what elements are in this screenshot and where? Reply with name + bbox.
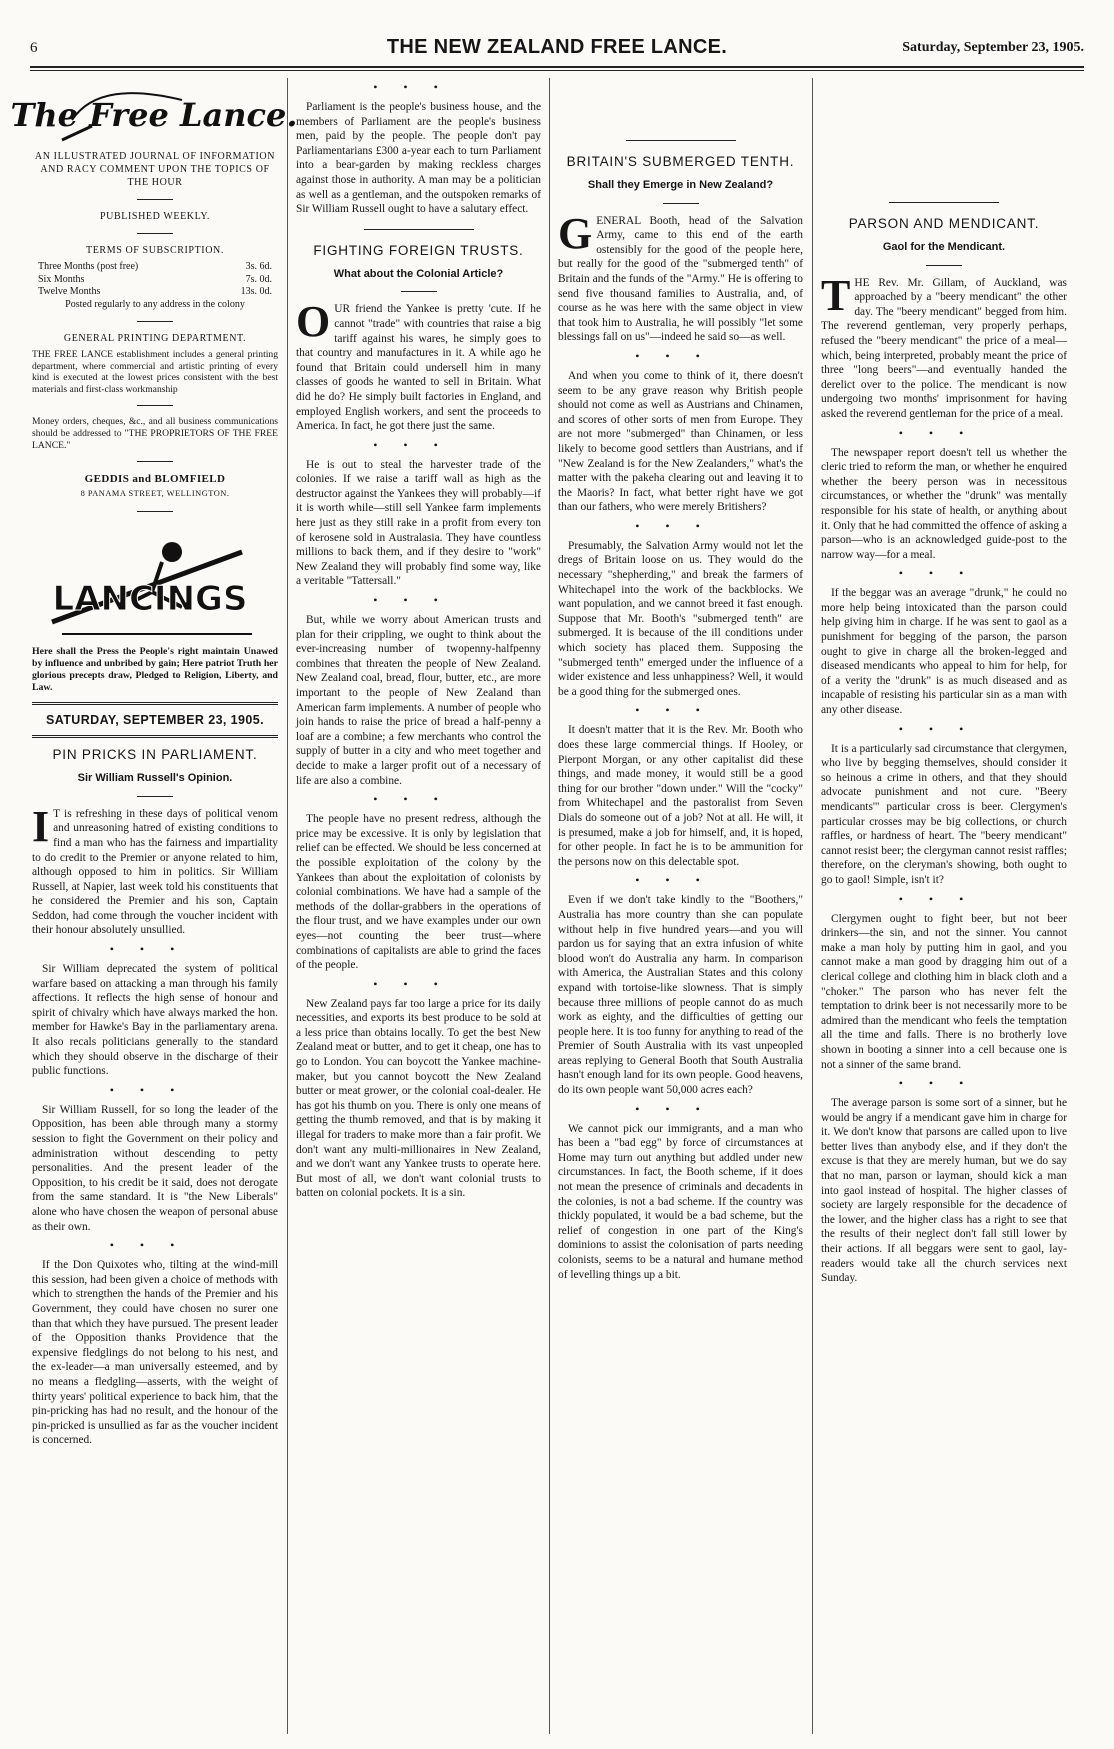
section-dots: ••• — [635, 873, 726, 888]
lancings-lettering: LANCINGS — [52, 579, 248, 620]
article-paragraph: The newspaper report doesn't tell us whether the cleric tried to reform the man, or whether he enquired whether the beery person was in necessitous circumstances, or whether the "drunk" was mentally responsible for his state of health, or anything about it. Only that he had committed the offence of asking a parson—who is an acknowledged guide-post to the narrow way—for a meal. — [821, 446, 1067, 561]
article-paragraph: It is a particularly sad circumstance that clergymen, who live by begging themselves, should consider it so heinous a crime in others, and that they should advocate punishment and not cure. "Beery mendicants'" particular cross is beer. Clergymen's particular crosses may be big collections, or church raffles, or hardness of heart. The "beery mendicant" cannot resist beer; the clergyman cannot resist raffles; therefore, on the cleryman's showing, both ought to go to gaol! Simple, isn't it? — [821, 742, 1067, 886]
column-4 — [821, 190, 1067, 1292]
section-dots: ••• — [373, 593, 464, 608]
publisher-address: 8 PANAMA STREET, WELLINGTON. — [80, 488, 230, 498]
article-paragraph: Sir William Russell, for so long the leader of the Opposition, has been able through many a stormy session to fight the Government on their policy and administration without descending to petty personalities. And the present leader of the Opposition, to his credit be it said, does not derogate from the same standard. It is "the New Liberals" alone who have chosen the weapon of personal abuse as their own. — [32, 1103, 278, 1233]
divider — [626, 140, 736, 141]
section-dots: ••• — [109, 942, 201, 957]
column-3 — [558, 128, 803, 1288]
divider — [137, 199, 173, 200]
logo-lettering: The Free Lance. — [10, 96, 298, 134]
posted-note: Posted regularly to any address in the colony — [65, 298, 245, 310]
terms-title: TERMS OF SUBSCRIPTION. — [86, 245, 224, 256]
term-row: Twelve Months 13s. 0d. — [38, 286, 272, 297]
section-dots: ••• — [898, 425, 990, 440]
divider — [401, 291, 437, 292]
double-rule — [32, 702, 278, 705]
column-divider — [287, 78, 288, 1734]
article-paragraph: But, while we worry about American trusts and plan for their crippling, we ought to think about the ever-increasing number of twopenny-halfpenny combines that threaten the people of New Zealand. New Zealand coal, bread, flour, butter, etc., are more important to the people of New Zealand than American farm implements. A number of people who join hands to raise the price of bread a half-penny a loaf are a combine; a few merchants who control the supply of butter in a city and who meet together and decide to make a larger profit out of a necessary of life are also a combine. — [296, 614, 541, 787]
drop-cap: G — [558, 208, 593, 258]
article-paragraph: OUR friend the Yankee is pretty 'cute. If he cannot "trade" with countries that raise a big tariff against his wares, he simply goes to that country and manufactures in it. A while ago he found that Britain could undersell him in many classes of goods he wanted to sell in Britain. What did he do? He simply built factories in England, and employed English workers, and sent the proceeds to America. In fact, he got there just the same. — [296, 297, 541, 433]
section-dots: ••• — [635, 703, 726, 718]
subscription-terms — [38, 261, 272, 311]
article-subhead: Sir William Russell's Opinion. — [77, 772, 233, 785]
article-paragraph: Parliament is the people's business house, and the members of Parliament are the people's business men, paid by the people. The people don't pay Parliamentarians £300 a-year each to turn Parliament into a bear-garden by making reckless charges against those in authority. A man may be a politician as well as a gentleman, and the outspoken remarks of Sir William Russell ought to have a salutary effect. — [296, 101, 541, 216]
section-dots: ••• — [898, 1076, 990, 1091]
article-subhead: Gaol for the Mendicant. — [882, 241, 1006, 253]
article-paragraph: Clergymen ought to fight beer, but not beer drinkers—the sin, and not the sinner. You cannot make a man holy by putting him in gaol, and you cannot make a man good by dragging him out of a clerical college and clothing him in black cloth and a "choker." The parson who has never felt the temptation to drink beer is not necessarily more to be admired than the mendicant who feels the temptation all the time and falls. There is no brotherly love shown in booting a sinner into a cell because one is not a sinner of the same brand. — [821, 912, 1067, 1071]
motto: Here shall the Press the People's right maintain Unawed by influence and unbribed by gain; Here patriot Truth her glorious precepts draw, Pledged to Religion, Liberty, and Law. — [32, 646, 278, 693]
publisher-name: GEDDIS and BLOMFIELD — [84, 473, 226, 486]
published-weekly: PUBLISHED WEEKLY. — [100, 211, 210, 222]
column-divider — [812, 78, 813, 1734]
section-dots: ••• — [109, 1238, 201, 1253]
drop-cap: T — [821, 270, 851, 320]
divider — [663, 203, 699, 204]
column-2 — [296, 78, 541, 1207]
masthead — [30, 36, 1084, 64]
article-paragraph: I T is refreshing in these days of political venom and unreasoning hatred of existing conditions to find a man who has the fairness and impartiality to do credit to the Premier or anyone related to him, although opposed to him in politics. Sir William Russell, at Napier, last week told his constituents that he considered the Premier and his son, Captain Seddon, had come through the voucher incident with their honour absolutely unsullied. — [32, 801, 278, 937]
money-orders-text: Money orders, cheques, &c., and all business communications should be addressed to "THE PROPRIETORS OF THE FREE LANCE." — [32, 416, 278, 451]
article-paragraph: And when you come to think of it, there doesn't seem to be any grave reason why British people should not come as well as Austrians and Chinamen, and scores of other sorts of men from Europe. They are not more "submerged" than Chinamen, or less likely to become good settlers than Austrians, and if "New Zealand is for the New Zealanders," what's the matter with the pakeha clearing out and leaving it to the Maoris? In fact, what better right have we got than our fathers, who were merely Britishers? — [558, 369, 803, 514]
section-dots: ••• — [109, 1082, 201, 1097]
article-paragraph: He is out to steal the harvester trade of the colonies. If we raise a tariff wall as high as the destructor against the Yankees they will probably—if it is worth while—still sell Yankee farm implements here just as they still rake in a profit from every ton of kerosene sold in Australasia. They have countless millions to back them, and if they desire to "work" New Zealand they will probably find some way, like a veritable "Tattersall." — [296, 458, 541, 588]
section-dots: ••• — [635, 1101, 726, 1116]
masthead-rule — [30, 66, 1084, 68]
issue-date-header: Saturday, September 23, 1905. — [902, 40, 1084, 55]
section-dots: ••• — [373, 976, 464, 991]
column-1 — [10, 78, 298, 1454]
divider — [364, 229, 474, 230]
article-paragraph: THE Rev. Mr. Gillam, of Auckland, was approached by a "beery mendicant" the other day. The "beery mendicant" begged from him. The reverend gentleman, very properly perhaps, refused the "beery mendicant" the price of a meal—which, being interpreted, probably meant the price of three "long beers"—and eventually handed the derelict over to the police. The mendicant is now undergoing two months' imprisonment for having asked the reverend gentleman for the price of a meal. — [821, 270, 1067, 420]
lancings-illustration — [32, 522, 278, 642]
drop-cap: O — [296, 297, 331, 347]
divider — [137, 233, 173, 234]
free-lance-logo — [10, 80, 298, 144]
divider — [137, 511, 173, 512]
article-paragraph: Even if we don't take kindly to the "Boothers," Australia has more country than she can populate without help in five hundred years—and you will pardon us for saying that an extra infusion of white blood won't do Australia any harm. In comparison with America, the Australian States and this colony expand with tortoise-like slowness. That is simply because three millions of people cannot do as much work as eighty, and the difficulties of getting our people here. It is too funny for anything to read of the Premier of South Australia with its vast unpeopled areas replying to General Booth that South Australia hasn't enough land for its own people. Good heavens, do its own people want 50,000 acres each? — [558, 894, 803, 1097]
article-paragraph: It doesn't matter that it is the Rev. Mr. Booth who does these large commercial things. If Hooley, or Pierpont Morgan, or any other capitalist did these things, and made money, it would still be a good thing for our brother "down under." Will the "cocky" from Whitechapel and the pastoralist from Seven Dials do someone out of a job? Not at all. He will, it is presumed, make a job for himself, and, it is hoped, for other people. In fact he is to be ammunition for the persons now on this delectable spot. — [558, 724, 803, 868]
newspaper-title: THE NEW ZEALAND FREE LANCE. — [386, 36, 728, 58]
article-paragraph: If the Don Quixotes who, tilting at the wind-mill this session, had been given a choice of methods with which to strengthen the hands of the Premier and his Government, they could have chosen no surer one than that which they have pursued. The present leader of the Opposition thanks Providence that the expensive fledglings do not belong to his nest, and the ex-leader—a man universally esteemed, and by no means a fledgling—asserts, with the weight of thirty years' political experience to back him, that the pin-pricking has had no result, and the honour of the pin-pricked is unsullied as far as the voucher incident is concerned. — [32, 1259, 278, 1447]
article-paragraph: The average parson is some sort of a sinner, but he would be angry if a mendicant gave him in charge for it. We don't know that parsons are called upon to live better lives than anybody else, and if they don't the excuse is that they are merely human, but we do say that no man, parson or layman, should kick a man into gaol instead of hospital. The higher classes of society are largely responsible for the decadence of the lower, and the higher class has a right to see that the results of their neglect don't fall still lower by their actions. If all beggars were sent to gaol, lay-readers would take all the church services next Sunday. — [821, 1097, 1067, 1285]
section-dots: ••• — [373, 792, 464, 807]
page-number: 6 — [30, 40, 38, 56]
article-subhead: What about the Colonial Article? — [333, 267, 504, 280]
article-paragraph: New Zealand pays far too large a price for its daily necessities, and exports its best produce to be sold at a less price than obtains locally. To get the best New Zealand meat or butter, and to get it cheap, one has to go to London. You can boycott the Yankee machine-maker, but you cannot boycott the New Zealand butter or meat grower, or the colonial coal-dealer. He has got his thumb on you. There is only one means of getting the thumb removed, and that is by making it illegal for traders to make more than a fair profit. We don't want any multi-millionaires in New Zealand, and we don't want any Yankee trusts to operate here. But most of all, we don't want colonial trusts to batten on colonial pockets. It is a sin. — [296, 997, 541, 1200]
section-dots: ••• — [373, 437, 464, 452]
article-headline: PIN PRICKS IN PARLIAMENT. — [52, 747, 258, 763]
issue-dateline: SATURDAY, SEPTEMBER 23, 1905. — [46, 712, 264, 727]
article-headline: BRITAIN'S SUBMERGED TENTH. — [566, 154, 795, 169]
column-divider — [549, 78, 550, 1734]
journal-description: AN ILLUSTRATED JOURNAL OF INFORMATION AND RACY COMMENT UPON THE TOPICS OF THE HOUR — [34, 151, 276, 188]
masthead-rule-thin — [30, 70, 1084, 71]
divider — [137, 796, 173, 797]
article-headline: PARSON AND MENDICANT. — [848, 216, 1040, 231]
divider — [137, 321, 173, 322]
article-paragraph: The people have no present redress, although the price may be excessive. It is only by legislation that relief can be effected. We should be less concerned at the possible exploitation of the colony by the Yankees than about the exploitation of colonists by colonial combinations. We have had a sample of the methods of the dollar-grabbers in the operations of the flour trust, and we have examples under our own eyes—not counting the beer trust—where combinations of capitalists are able to grind the faces of the people. — [296, 813, 541, 972]
section-dots: ••• — [898, 891, 990, 906]
double-rule — [32, 735, 278, 738]
article-subhead: Shall they Emerge in New Zealand? — [587, 179, 774, 191]
section-dots: ••• — [373, 80, 464, 94]
divider — [137, 405, 173, 406]
article-paragraph: GENERAL Booth, head of the Salvation Army, came to this end of the earth ostensibly for the good of the people here, but really for the good of the "submerged tenth" of Britain and the funds of the "Army." He is offering to send five thousand families to Australia, and, of course as he was here with the same object in view that took him to Australia, he will possibly "let some blessings fall on us"—indeed he said so—as well. — [558, 208, 803, 344]
section-dots: ••• — [898, 566, 990, 581]
section-dots: ••• — [635, 518, 726, 533]
divider — [926, 265, 962, 266]
section-dots: ••• — [635, 348, 726, 363]
printing-title: GENERAL PRINTING DEPARTMENT. — [63, 333, 247, 344]
term-row: Three Months (post free) 3s. 6d. — [38, 261, 272, 272]
printing-text: THE FREE LANCE establishment includes a general printing department, where commercial and artistic printing of every kind is executed at the lowest prices consistent with the best materials and first-class workmanship — [32, 349, 278, 395]
drop-cap: I — [32, 801, 50, 851]
article-paragraph: We cannot pick our immigrants, and a man who has been a "bad egg" by force of circumstances at Home may turn out anything but addled under new circumstances. In fact, the Booth scheme, if it does not mean the presence of criminals and decadents in the colonies, is not a bad scheme. If the country was thickly populated, it would be a bad scheme, but the relief of congestion in one part of the King's dominions to assist the colonisation of parts needing colonists, seems to be a natural and humane method of levelling things up a bit. — [558, 1122, 803, 1281]
article-paragraph: If the beggar was an average "drunk," he could no more help being intoxicated than the parson could help giving him in charge. If he was sent to gaol as a punishment for begging of the parson, the parson ought to give in charge all the broken-legged and diseased mendicants who appeal to him for help, for of a verity the "drunk" is as much diseased and as incapable of resisting his particular sin as a man with any other disease. — [821, 587, 1067, 717]
divider — [889, 202, 999, 203]
article-headline: FIGHTING FOREIGN TRUSTS. — [313, 242, 524, 258]
article-paragraph: Sir William deprecated the system of political warfare based on attacking a man through his family affections. It reflects the high sense of honour and spirit of chivalry which have always marked the hon. member for Hawke's Bay in the parliamentary arena. It also recals politicians generally to the standard which they should observe in the discharge of their public functions. — [32, 963, 278, 1078]
section-dots: ••• — [898, 721, 990, 736]
divider — [137, 461, 173, 462]
article-paragraph: Presumably, the Salvation Army would not let the dregs of Britain loose on us. They would do the necessary "shepherding," and break the farmers of Whitechapel into the work of the backblocks. We want population, and we cannot breed it fast enough. Suppose that Mr. Booth's "submerged tenth" are submerged. It is because of the ill conditions under which society has placed them. Supposing the "submerged tenth" emerged under the influence of a wider existence and less unhappiness? Well, it would be a good thing for the submerged ones. — [558, 539, 803, 698]
term-row: Six Months 7s. 0d. — [38, 273, 272, 285]
